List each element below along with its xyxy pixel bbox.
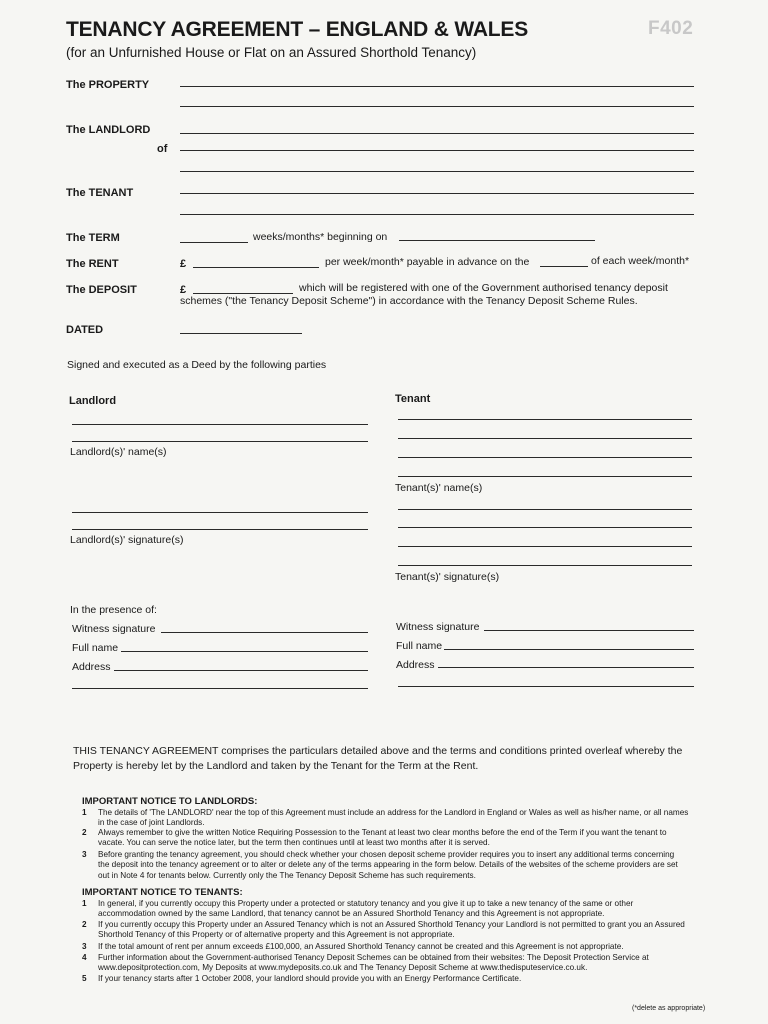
tenant-signature-line-2[interactable] — [398, 527, 692, 528]
of-label: of — [157, 143, 168, 155]
tenant-notice-text: Further information about the Government-authorised Tenancy Deposit Schemes can be obtained from their websites: The Deposit Protection Service at — [98, 953, 649, 962]
tenant-witness-address-field-2[interactable] — [398, 686, 694, 687]
property-label: The PROPERTY — [66, 79, 150, 91]
landlord-names-label: Landlord(s)' name(s) — [70, 446, 167, 458]
landlord-witness-address-field-1[interactable] — [114, 670, 368, 671]
tenant-line-2[interactable] — [180, 214, 694, 215]
rent-currency: £ — [180, 258, 187, 270]
tenant-name-line-1[interactable] — [398, 419, 692, 420]
landlord-notice-text: vacate. You can serve the notice later, but the term then continues until at least two months after it is served. — [98, 838, 490, 848]
deposit-text-2: schemes ("the Tenancy Deposit Scheme") in accordance with the Tenancy Deposit Scheme Rules. — [180, 295, 638, 307]
tenant-notice-number: 2 — [82, 920, 87, 929]
term-length-field[interactable] — [180, 242, 248, 243]
deposit-amount-field[interactable] — [193, 293, 293, 294]
landlord-witness-address-field-2[interactable] — [72, 688, 368, 689]
tenant-notice-text: If you currently occupy this Property under an Assured Tenancy which is not an Assured Shorthold Tenancy your Landlord is not permitted to grant you an Assured — [98, 920, 685, 929]
tenant-notice-number: 4 — [82, 953, 87, 962]
landlord-name-line-1[interactable] — [72, 424, 368, 425]
landlord-witness-name-field[interactable] — [121, 651, 368, 652]
tenant-heading: Tenant — [395, 393, 431, 405]
form-title: TENANCY AGREEMENT – ENGLAND & WALES — [66, 18, 529, 41]
tenant-names-label: Tenant(s)' name(s) — [395, 482, 483, 494]
term-label: The TERM — [66, 232, 120, 244]
tenant-notice-text: www.depositprotection.com, My Deposits at www.mydeposits.co.uk and The Tenancy Deposit Scheme at www.thedisputeservice.co.uk. — [98, 963, 588, 973]
tenant-signature-line-3[interactable] — [398, 546, 692, 547]
tenant-notice-number: 3 — [82, 942, 87, 951]
rent-day-field[interactable] — [540, 266, 588, 267]
footnote: (*delete as appropriate) — [632, 1005, 706, 1012]
landlord-signature-line-2[interactable] — [72, 529, 368, 530]
tenant-name-line-4[interactable] — [398, 476, 692, 477]
landlord-notice-number: 2 — [82, 828, 87, 837]
landlord-signatures-label: Landlord(s)' signature(s) — [70, 534, 184, 546]
dated-field[interactable] — [180, 333, 302, 334]
property-line-1[interactable] — [180, 86, 694, 87]
tenants-notice-heading: IMPORTANT NOTICE TO TENANTS: — [82, 887, 243, 898]
tenant-notice-text: accommodation owned by the same Landlord, that tenancy cannot be an Assured Shorthold Tenancy and this Agreement is not appropriate. — [98, 909, 605, 919]
dated-label: DATED — [66, 324, 104, 336]
landlord-heading: Landlord — [69, 395, 117, 407]
landlord-witness-name-label: Full name — [72, 642, 119, 654]
rent-amount-field[interactable] — [193, 267, 319, 268]
landlord-notice-text: in the case of joint Landlords. — [98, 818, 205, 828]
landlord-notice-text: out in Note 4 for tenants below. Currently only the The Tenancy Deposit Scheme has such requirements. — [98, 870, 476, 880]
landlord-address-line-1[interactable] — [180, 150, 694, 151]
form-code: F402 — [648, 18, 694, 39]
agreement-statement-line-2: Property is hereby let by the Landlord and taken by the Tenant for the Term at the Rent. — [73, 760, 479, 772]
tenant-witness-name-field[interactable] — [444, 649, 694, 650]
tenant-name-line-2[interactable] — [398, 438, 692, 439]
landlord-label: The LANDLORD — [66, 124, 151, 136]
landlord-signature-line-1[interactable] — [72, 512, 368, 513]
term-text: weeks/months* beginning on — [253, 231, 388, 243]
tenant-notice-number: 1 — [82, 899, 87, 908]
tenant-notice-text: If your tenancy starts after 1 October 2008, your landlord should provide you with an Energy Performance Certificate. — [98, 974, 522, 983]
landlord-witness-address-label: Address — [72, 661, 111, 673]
landlord-name-line-2[interactable] — [72, 441, 368, 442]
rent-text-2: of each week/month* — [591, 255, 690, 267]
tenant-witness-address-field-1[interactable] — [438, 667, 694, 668]
tenant-signature-line-4[interactable] — [398, 565, 692, 566]
agreement-statement-line-1: THIS TENANCY AGREEMENT comprises the particulars detailed above and the terms and conditions printed overleaf whereby the — [73, 745, 683, 757]
landlord-notice-text: the deposit into the tenancy agreement or to alter or delete any of the terms appearing in the form below. Details of the websites of the scheme providers are set — [98, 860, 678, 870]
landlord-notice-number: 3 — [82, 850, 87, 859]
landlord-notice-text: The details of 'The LANDLORD' near the top of this Agreement must include an address for the Landlord in England or Wales as well as his/her name, or all names — [98, 808, 689, 817]
landlord-notice-text: Before granting the tenancy agreement, you should check whether your chosen deposit scheme provider requires you to insert any additional terms concerning — [98, 850, 675, 859]
presence-label: In the presence of: — [70, 604, 157, 616]
rent-text-1: per week/month* payable in advance on the — [325, 256, 530, 268]
tenant-label: The TENANT — [66, 187, 134, 199]
landlord-notice-number: 1 — [82, 808, 87, 817]
tenant-witness-signature-label: Witness signature — [396, 621, 480, 633]
tenant-signature-line-1[interactable] — [398, 509, 692, 510]
deposit-label: The DEPOSIT — [66, 284, 137, 296]
landlords-notice-heading: IMPORTANT NOTICE TO LANDLORDS: — [82, 796, 258, 807]
landlord-witness-signature-label: Witness signature — [72, 623, 156, 635]
tenant-line-1[interactable] — [180, 193, 694, 194]
rent-label: The RENT — [66, 258, 119, 270]
tenant-signatures-label: Tenant(s)' signature(s) — [395, 571, 500, 583]
tenant-witness-name-label: Full name — [396, 640, 443, 652]
landlord-notice-text: Always remember to give the written Notice Requiring Possession to the Tenant at least two clear months before the end of the Term if you want the tenant to — [98, 828, 667, 837]
tenant-notice-text: Shorthold Tenancy of this Property or of alternative property and this Agreement is not appropriate. — [98, 930, 455, 940]
execution-intro: Signed and executed as a Deed by the following parties — [67, 359, 327, 371]
landlord-name-line[interactable] — [180, 133, 694, 134]
landlord-address-line-2[interactable] — [180, 171, 694, 172]
property-line-2[interactable] — [180, 106, 694, 107]
deposit-text-1: which will be registered with one of the Government authorised tenancy deposit — [299, 282, 668, 294]
term-start-field[interactable] — [399, 240, 595, 241]
tenant-notice-number: 5 — [82, 974, 87, 983]
form-subtitle: (for an Unfurnished House or Flat on an Assured Shorthold Tenancy) — [66, 45, 477, 60]
tenant-notice-text: In general, if you currently occupy this Property under a protected or statutory tenancy and you give it up to take a new tenancy of the same or other — [98, 899, 634, 908]
tenant-name-line-3[interactable] — [398, 457, 692, 458]
deposit-currency: £ — [180, 284, 187, 296]
tenant-witness-signature-field[interactable] — [484, 630, 694, 631]
tenant-notice-text: If the total amount of rent per annum exceeds £100,000, an Assured Shorthold Tenancy cannot be created and this Agreement is not appropriate. — [98, 942, 624, 951]
tenant-witness-address-label: Address — [396, 659, 435, 671]
landlord-witness-signature-field[interactable] — [161, 632, 368, 633]
